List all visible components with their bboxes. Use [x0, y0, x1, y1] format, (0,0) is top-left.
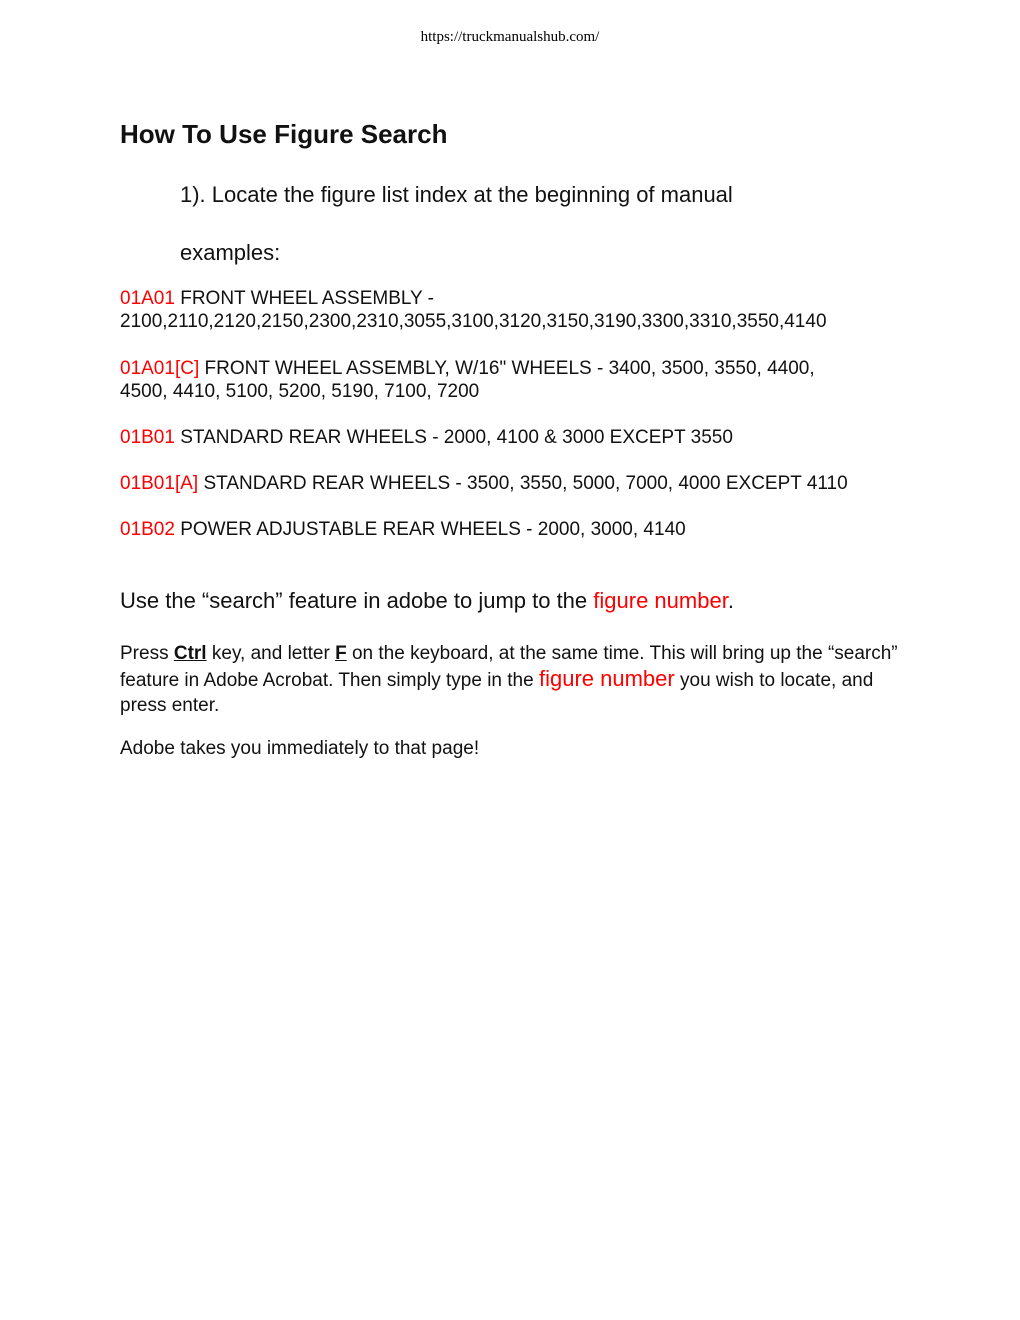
figure-description: FRONT WHEEL ASSEMBLY - [174, 288, 434, 309]
instructions-text: key, and letter [206, 643, 336, 664]
figure-entry [120, 472, 910, 495]
f-key-label: F [335, 643, 347, 664]
figure-description: POWER ADJUSTABLE REAR WHEELS - 2000, 3000, 4140 [174, 519, 686, 540]
instructions-paragraph [120, 641, 910, 718]
instructions-text: on the keyboard, at the same time. This will bring up the “search” feature in Adobe Acrobat. Then simply type in the [120, 643, 898, 691]
figure-number-highlight: figure number [593, 588, 728, 613]
instructions-text: Press [120, 643, 174, 664]
figure-code: 01B01[A] [120, 473, 199, 494]
figure-description-cont: 2100,2110,2120,2150,2300,2310,3055,3100,3120,3150,3190,3300,3310,3550,4140 [120, 311, 827, 332]
figure-code: 01B01 [120, 427, 175, 448]
closing-text: Adobe takes you immediately to that page! [120, 738, 480, 759]
figure-description: STANDARD REAR WHEELS - 3500, 3550, 5000, 7000, 4000 EXCEPT 4110 [198, 473, 848, 494]
step-1-text: 1). Locate the figure list index at the beginning of manual [180, 182, 733, 207]
figure-entry [120, 426, 910, 449]
figure-entry [120, 518, 910, 541]
header-url: https://truckmanualshub.com/ [420, 29, 600, 45]
figure-number-highlight: figure number [538, 666, 675, 691]
search-heading [120, 588, 734, 614]
search-heading-end: . [727, 588, 734, 613]
figure-description-cont: 4500, 4410, 5100, 5200, 5190, 7100, 7200 [120, 381, 480, 402]
figure-description: STANDARD REAR WHEELS - 2000, 4100 & 3000 EXCEPT 3550 [174, 427, 733, 448]
figure-entry [120, 357, 910, 403]
figure-code: 01A01[C] [120, 358, 200, 379]
search-heading-text: Use the “search” feature in adobe to jump to the [120, 588, 594, 613]
figure-description: FRONT WHEEL ASSEMBLY, W/16" WHEELS - 3400, 3500, 3550, 4400, [199, 358, 815, 379]
examples-label: examples: [180, 240, 281, 265]
instructions-text: you wish to locate, and press enter. [120, 670, 874, 716]
figure-code: 01B02 [120, 519, 175, 540]
figure-code: 01A01 [120, 288, 175, 309]
ctrl-key-label: Ctrl [173, 643, 207, 664]
page-title: How To Use Figure Search [120, 119, 448, 149]
figure-entry [120, 287, 910, 333]
